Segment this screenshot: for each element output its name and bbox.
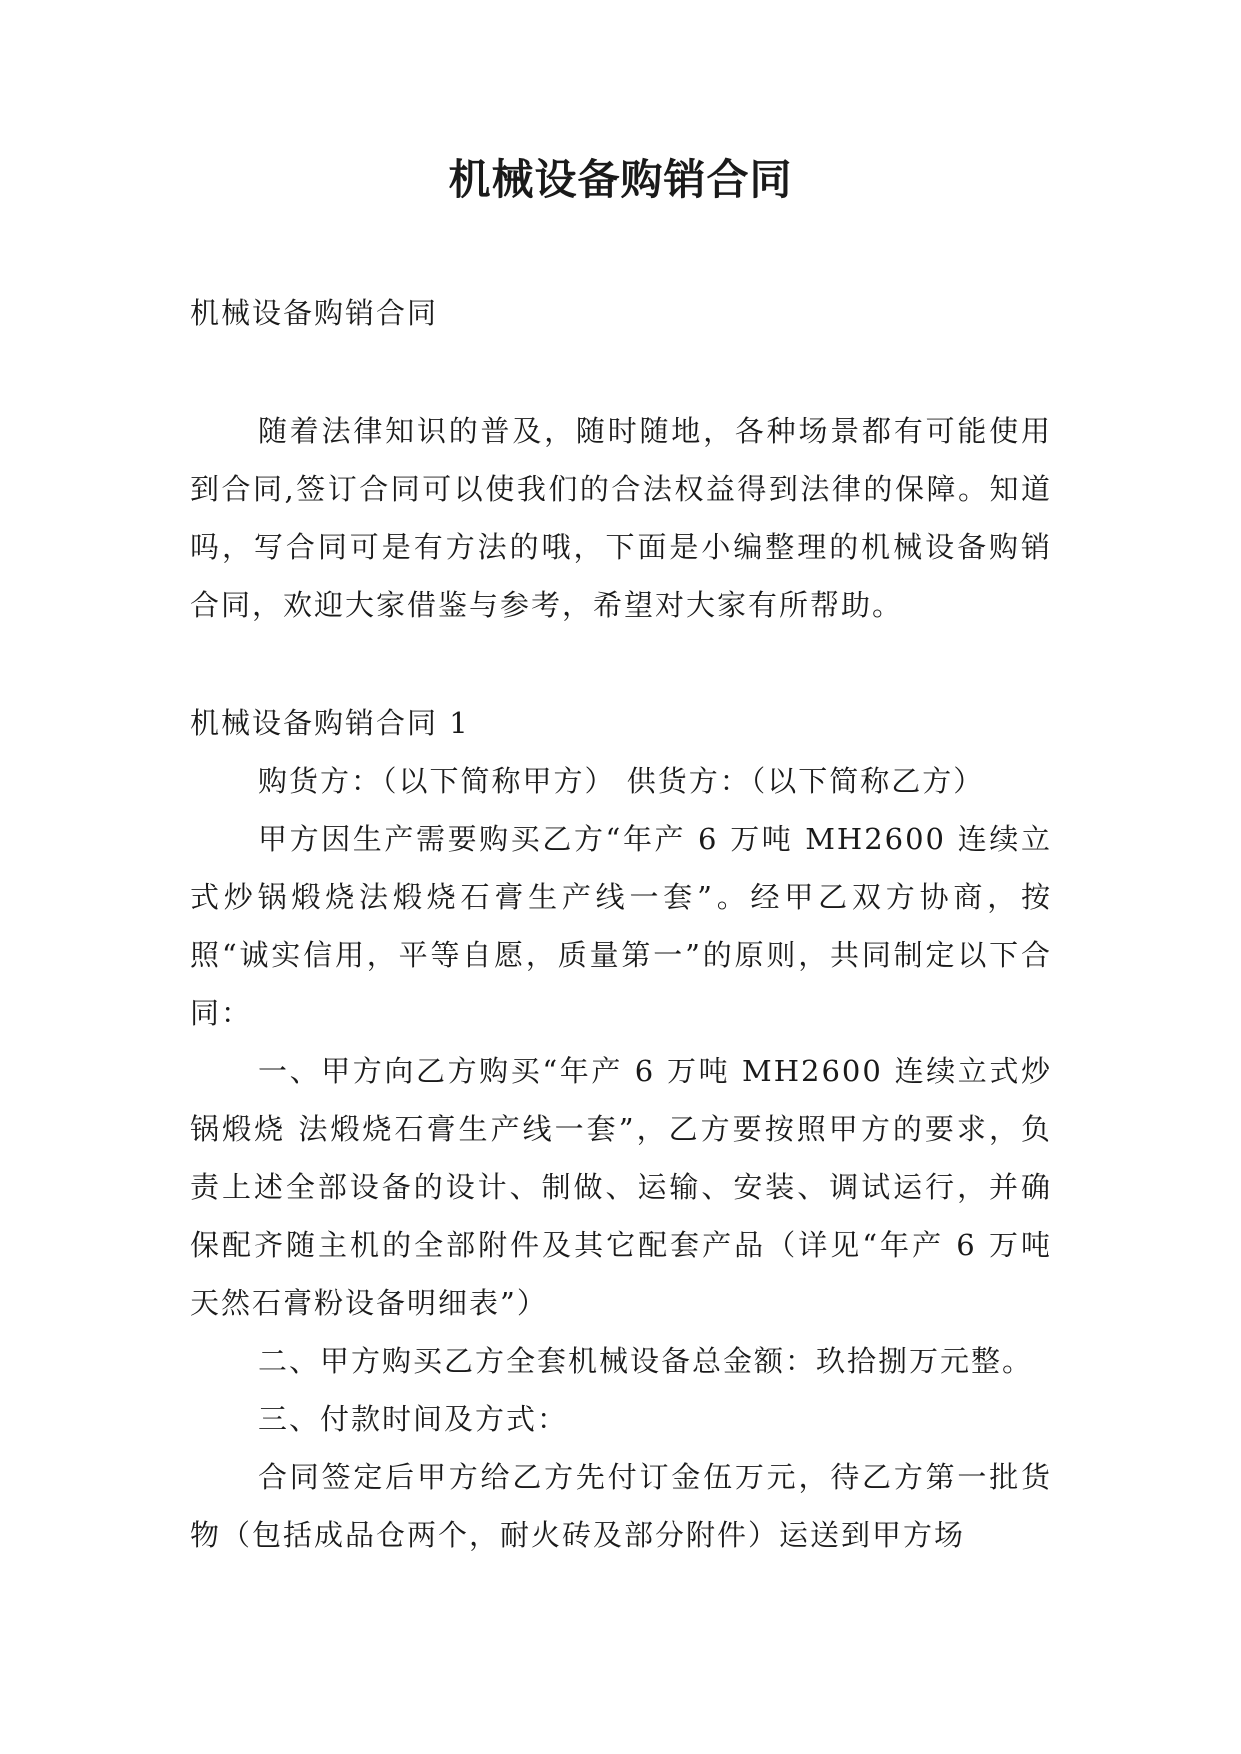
contract-clause-1: 一、甲方向乙方购买“年产 6 万吨 MH2600 连续立式炒锅煅烧 法煅烧石膏生产线一套”，乙方要按照甲方的要求，负责上述全部设备的设计、制做、运输、安装、调试运行，并确保配齐随主机的全部附件及其它配套产品（详见“年产 6 万吨天然石膏粉设备明细表”） [190,1054,1052,1320]
contract-parties: 购货方：（以下简称甲方） 供货方：（以下简称乙方） [258,764,985,798]
contract-heading: 机械设备购销合同 1 [190,706,470,740]
contract-paragraph-1: 甲方因生产需要购买乙方“年产 6 万吨 MH2600 连续立式炒锅煅烧法煅烧石膏生产线一套”。经甲乙双方协商，按照“诚实信用，平等自愿，质量第一”的原则，共同制定以下合同： [190,822,1052,1030]
document-subtitle: 机械设备购销合同 [190,296,439,330]
document-title: 机械设备购销合同 [448,155,793,204]
contract-clause-3: 三、付款时间及方式： [258,1402,569,1436]
contract-section [190,694,1052,1564]
contract-payment-paragraph: 合同签定后甲方给乙方先付订金伍万元，待乙方第一批货物（包括成品仓两个，耐火砖及部分附件）运送到甲方场 [190,1460,1052,1552]
intro-paragraph: 随着法律知识的普及，随时随地，各种场景都有可能使用到合同,签订合同可以使我们的合法权益得到法律的保障。知道吗，写合同可是有方法的哦，下面是小编整理的机械设备购销合同，欢迎大家借鉴与参考，希望对大家有所帮助。 [190,414,1052,622]
contract-clause-2: 二、甲方购买乙方全套机械设备总金额：玖拾捌万元整。 [258,1344,1034,1378]
